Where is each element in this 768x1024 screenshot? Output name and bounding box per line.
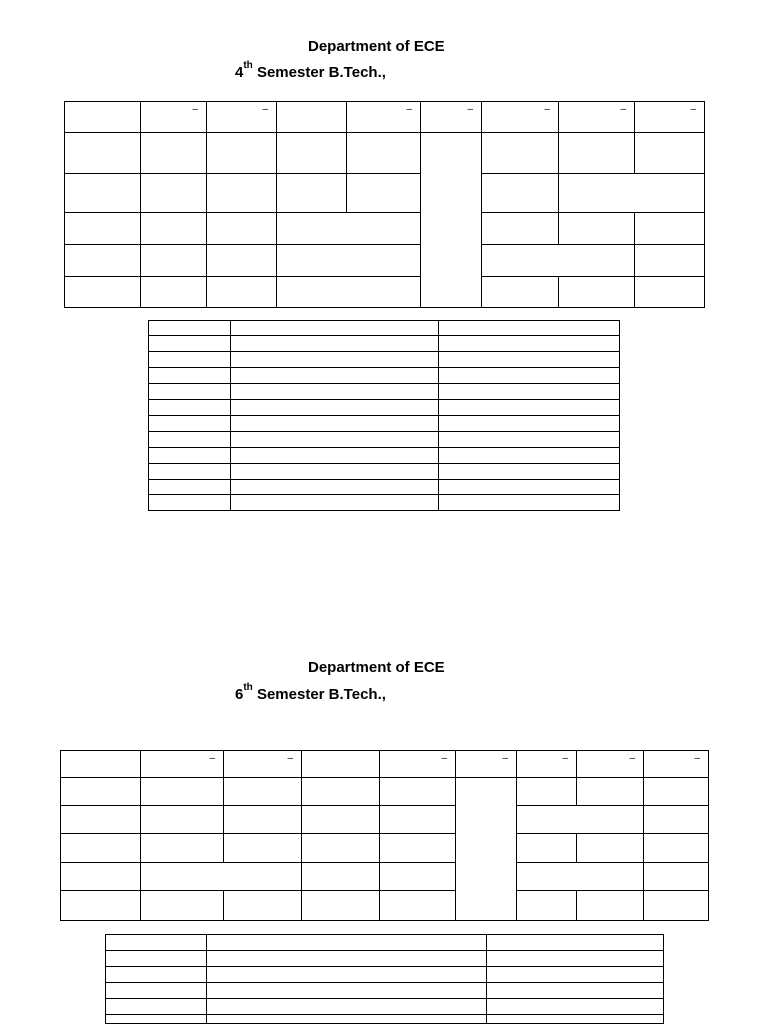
timetable2-cell (140, 805, 224, 834)
timetable1-cell (206, 132, 277, 174)
timetable1-cell (206, 212, 277, 245)
timetable2-header-cell (516, 750, 577, 778)
subject-table1-cell (148, 463, 231, 480)
subject-table1-cell (438, 335, 620, 352)
timetable1-break-cell (420, 132, 482, 308)
header-dash: – (620, 104, 626, 115)
timetable1-cell (140, 173, 207, 213)
header-dash: – (406, 104, 412, 115)
header-dash: – (629, 753, 635, 764)
header-dash: – (694, 753, 700, 764)
timetable2-cell (140, 890, 224, 921)
semester-label: Semester B.Tech., (252, 686, 386, 703)
timetable2-cell (60, 890, 141, 921)
timetable2-header-cell (140, 750, 224, 778)
timetable1-cell (206, 173, 277, 213)
timetable1-cell (346, 132, 421, 174)
timetable1-cell (276, 244, 421, 277)
subject-table2-cell (105, 966, 207, 983)
timetable1-cell (634, 132, 705, 174)
timetable2-cell (301, 862, 380, 891)
timetable1-cell (276, 173, 347, 213)
timetable1-cell (276, 132, 347, 174)
timetable1-cell (140, 132, 207, 174)
timetable1-cell (140, 244, 207, 277)
timetable2-cell (379, 862, 456, 891)
subject-table1-cell (438, 415, 620, 432)
subject-table1-cell (148, 447, 231, 464)
timetable1-cell (481, 173, 559, 213)
timetable1-cell (276, 212, 421, 245)
timetable2-cell (643, 805, 709, 834)
subject-table1-cell (438, 367, 620, 384)
header-dash: – (441, 753, 447, 764)
subject-table1-cell (230, 494, 439, 511)
subject-table1-cell (230, 415, 439, 432)
timetable2-break-cell (455, 777, 517, 921)
subject-table1-cell (438, 447, 620, 464)
timetable2-cell (140, 862, 302, 891)
timetable2-cell (379, 833, 456, 863)
header-dash: – (262, 104, 268, 115)
timetable1-cell (634, 244, 705, 277)
subject-table2-cell (206, 950, 487, 967)
semester-number: 6 (235, 686, 244, 703)
timetable2-cell (60, 833, 141, 863)
department-title-1: Department of ECE (308, 38, 445, 55)
header-dash: – (192, 104, 198, 115)
timetable2-header-cell (576, 750, 644, 778)
timetable1-header-cell (64, 101, 141, 133)
timetable2-cell (516, 777, 577, 806)
subject-table2-cell (105, 998, 207, 1015)
subject-table1-cell (438, 351, 620, 368)
timetable1-cell (140, 276, 207, 308)
subject-table1-cell (230, 399, 439, 416)
subject-table2-cell (105, 950, 207, 967)
timetable2-header-cell (379, 750, 456, 778)
timetable1-cell (558, 132, 635, 174)
timetable2-cell (643, 890, 709, 921)
timetable1-cell (634, 276, 705, 308)
timetable1-cell (558, 173, 705, 213)
subject-table1-cell (230, 383, 439, 400)
subject-table1-cell (438, 399, 620, 416)
timetable2-header-cell (223, 750, 302, 778)
timetable2-cell (576, 777, 644, 806)
subject-table1-cell (230, 431, 439, 448)
timetable2-cell (301, 833, 380, 863)
timetable1-cell (276, 276, 421, 308)
subject-table2-cell (105, 1014, 207, 1024)
timetable2-cell (516, 805, 644, 834)
timetable2-cell (643, 833, 709, 863)
timetable2-header-cell (60, 750, 141, 778)
timetable2-cell (643, 777, 709, 806)
timetable2-cell (60, 862, 141, 891)
subject-table2-cell (206, 982, 487, 999)
timetable2-cell (516, 833, 577, 863)
subject-table1-cell (230, 463, 439, 480)
subject-table1-cell (230, 479, 439, 495)
timetable2-cell (576, 833, 644, 863)
timetable1-header-cell (276, 101, 347, 133)
header-dash: – (209, 753, 215, 764)
timetable2-cell (140, 777, 224, 806)
timetable2-cell (140, 833, 224, 863)
subject-table1-cell (230, 367, 439, 384)
timetable2-header-cell (455, 750, 517, 778)
subject-table1-cell (148, 494, 231, 511)
subject-table2-cell (105, 982, 207, 999)
timetable1-header-cell (346, 101, 421, 133)
timetable2-cell (301, 890, 380, 921)
subject-table2-cell (105, 934, 207, 951)
subject-table1-cell (230, 447, 439, 464)
timetable1-cell (481, 212, 559, 245)
timetable1-cell (64, 276, 141, 308)
timetable2-cell (60, 777, 141, 806)
timetable1-cell (481, 244, 635, 277)
subject-table2-cell (206, 934, 487, 951)
timetable1-cell (206, 244, 277, 277)
subject-table1-cell (230, 335, 439, 352)
header-dash: – (467, 104, 473, 115)
timetable1-cell (64, 244, 141, 277)
timetable1-cell (206, 276, 277, 308)
timetable1-cell (634, 212, 705, 245)
timetable2-cell (301, 777, 380, 806)
subject-table1-cell (148, 415, 231, 432)
timetable1-cell (140, 212, 207, 245)
subject-table1-cell (148, 479, 231, 495)
timetable1-cell (481, 276, 559, 308)
subject-table1-cell (230, 320, 439, 336)
department-title-2: Department of ECE (308, 659, 445, 676)
subject-table2-cell (486, 1014, 664, 1024)
header-dash: – (544, 104, 550, 115)
subject-table2-cell (486, 934, 664, 951)
subject-table1-cell (230, 351, 439, 368)
subject-table1-cell (148, 367, 231, 384)
timetable2-header-cell (643, 750, 709, 778)
subject-table2-cell (206, 1014, 487, 1024)
timetable1-cell (558, 276, 635, 308)
timetable2-cell (223, 833, 302, 863)
header-dash: – (287, 753, 293, 764)
semester-number: 4 (235, 64, 244, 81)
subject-table1-cell (148, 383, 231, 400)
timetable1-header-cell (206, 101, 277, 133)
timetable1-cell (558, 212, 635, 245)
subject-table1-cell (438, 494, 620, 511)
subject-table1-cell (438, 383, 620, 400)
semester-suffix: th (243, 60, 253, 71)
timetable2-cell (223, 777, 302, 806)
timetable1-cell (64, 212, 141, 245)
subject-table1-cell (438, 320, 620, 336)
semester-suffix: th (243, 682, 253, 693)
subject-table2-cell (486, 982, 664, 999)
subject-table1-cell (438, 431, 620, 448)
timetable1-header-cell (558, 101, 635, 133)
subject-table1-cell (438, 463, 620, 480)
timetable2-cell (516, 890, 577, 921)
subject-table1-cell (438, 479, 620, 495)
header-dash: – (690, 104, 696, 115)
timetable2-cell (379, 777, 456, 806)
timetable2-cell (379, 805, 456, 834)
timetable2-cell (643, 862, 709, 891)
timetable1-header-cell (420, 101, 482, 133)
semester-label: Semester B.Tech., (252, 64, 386, 81)
subject-table1-cell (148, 335, 231, 352)
subject-table2-cell (486, 966, 664, 983)
timetable2-header-cell (301, 750, 380, 778)
timetable1-cell (64, 132, 141, 174)
timetable1-header-cell (140, 101, 207, 133)
subject-table2-cell (206, 998, 487, 1015)
subject-table1-cell (148, 320, 231, 336)
subject-table1-cell (148, 431, 231, 448)
subject-table1-cell (148, 399, 231, 416)
subject-table2-cell (486, 950, 664, 967)
subject-table1-cell (148, 351, 231, 368)
timetable2-cell (301, 805, 380, 834)
timetable1-cell (481, 132, 559, 174)
timetable2-cell (516, 862, 644, 891)
subject-table2-cell (206, 966, 487, 983)
timetable2-cell (379, 890, 456, 921)
timetable2-cell (223, 890, 302, 921)
timetable1-header-cell (634, 101, 705, 133)
timetable1-cell (346, 173, 421, 213)
timetable2-cell (223, 805, 302, 834)
subject-table2-cell (486, 998, 664, 1015)
timetable1-cell (64, 173, 141, 213)
header-dash: – (502, 753, 508, 764)
timetable2-cell (60, 805, 141, 834)
timetable1-header-cell (481, 101, 559, 133)
timetable2-cell (576, 890, 644, 921)
header-dash: – (562, 753, 568, 764)
